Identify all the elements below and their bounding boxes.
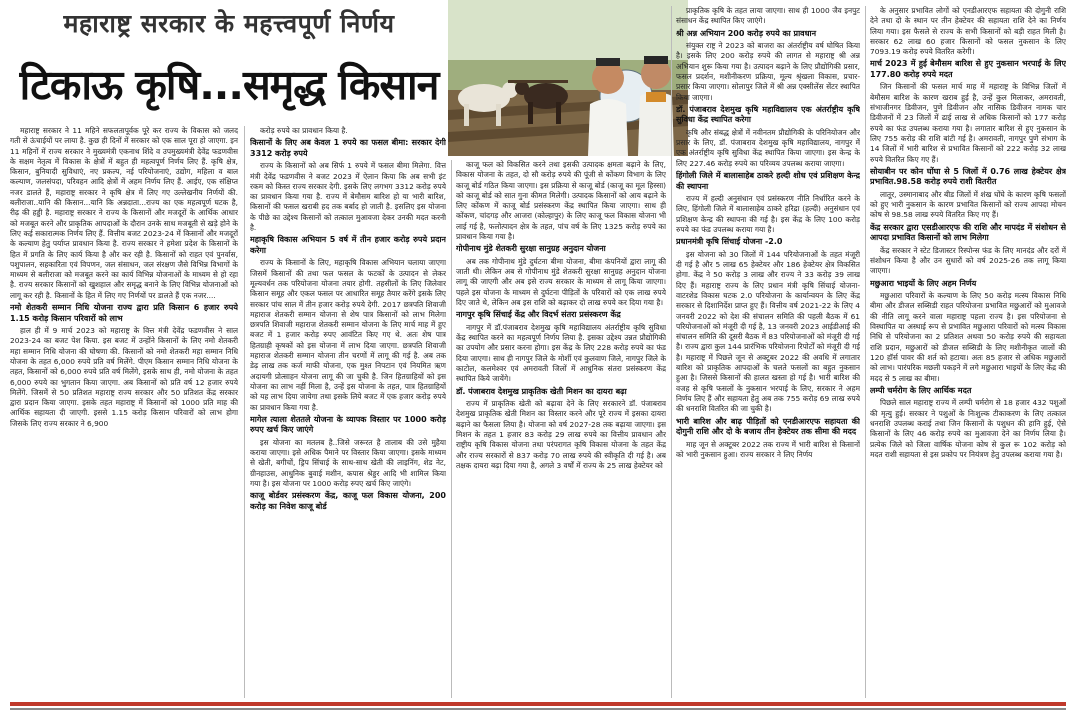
column-divider (865, 6, 866, 698)
paragraph: पिछले साल महाराष्ट्र राज्य में लम्पी चर्मरोग से 18 हजार 432 पशुओं की मृत्यु हुई। सरकार ने पशुओं के निःशुल्क टीकाकरण के लिए तत्काल धनराशि उपलब्ध कराई तथा जिन किसानों के पशुधन की हानि हुई, ऐसे किसानों के लिए 46 करोड़ रुपये का मुआवजा देने का निर्णय लिया है। प्रत्येक जिले को जिला वार्षिक योजना कोष से कुल रू 102 करोड़ को मदत राशी सहायता से इस प्रकोप पर नियंत्रण हेतु उपलब्ध कराया गया है। (870, 398, 1066, 459)
paragraph: माह जून से अक्टूबर 2022 तक राज्य में भारी बारिश से किसानों को भारी नुकसान हुआ। राज्य सरकार ने लिए निर्णय (676, 439, 860, 459)
section-heading: डॉ. पंजाबराव देशमुख प्राकृतिक खेती मिशन का दायरा बढ़ा (456, 386, 627, 396)
paragraph: करोड़ रुपये का प्रावधान किया है. (260, 126, 348, 135)
bottom-rule (10, 702, 1066, 706)
section-heading: सोयाबीन पर कोन घोंघा से 5 जिलों में 0.76 लाख हेक्टेयर क्षेत्र प्रभावित.98.58 करोड़ रुपये राशी वितरीत (870, 166, 1066, 187)
section-heading: नागपुर कृषि सिंचाई केंद्र और विदर्भ संतरा प्रसंस्करण केंद्र (456, 310, 621, 320)
farmers-bullock-photo-icon (448, 0, 688, 156)
paragraph: नागपुर में डॉ.पंजाबराव देशमुख कृषि महाविद्यालय अंतर्राष्ट्रीय कृषि सुविधा केंद्र स्थापित करने का महत्वपूर्ण निर्णय लिया है. इसका उद्देश्य उन्नत प्रौद्योगिकी का उपयोग और प्रसार करना होगा। इस केंद्र के लिए 228 करोड़ रुपये का फंड दिया जाएगा। साथ ही नागपुर जिले के मोर्शी एवं कुलवाण जिले, नागपुर जिले के काटोल, कलमेश्वर एवं अमरावती जिलों में आधुनिक संतरा प्रसंस्करण केंद्र स्थापित किये जायेंगे। (456, 322, 666, 384)
section-heading: मागेल त्याला शेततले योजना के व्यापक विस्तार पर 1000 करोड़ रुपए खर्च किए जाएंगे (250, 414, 446, 435)
column-divider (451, 160, 452, 698)
section-heading: डॉ. पंजाबराव देशमुख कृषि महाविद्यालय एक अंतर्राष्ट्रीय कृषि सुविधा केंद्र स्थापित करेगा (676, 104, 860, 125)
paragraph: महाराष्ट्र सरकार ने 11 महिने सफलतापूर्वक पूरे कर राज्य के विकास को जलद गती से ऊंचाईयों पर लाया है. कुछ ही दिनों में सरकार को एक साल पूरा हो जाएगा. इन 11 महिनों में राज्य सरकार ने मुख्यमंत्री एकनाथ शिंदे व उपमुख्यमंत्री देवेंद्र फडणवीस के सक्षम नेतृत्व में विकास के क्षेत्रों में बहुत ही महत्वपूर्ण निर्णय लिए हैं. कृषि क्षेत्र, किसान, बुनियादी सुविधाएं, नए प्रकल्प, नई परियोजनाएं, उद्योग, महिला व बाल कल्याण, जलसंपदा, परिवहन आदि क्षेत्रों में अहम निर्णय लिए हैं. आईए, एक संक्षिप्त नजर डालते हैं, महाराष्ट्र सरकार ने कृषि क्षेत्र में लिए गए उल्लेखनीय निर्णयों की. बलीराजा..यानि की किसान...यानि कि अन्नदाता...राज्य का एक महत्वपूर्ण घटक है, रीढ़ की हड्डी है. महाराष्ट्र सरकार ने राज्य के किसानों और मजदूरों के आर्थिक आधार को मजबूत करने और प्राकृतिक आपदाओं के दौरान उनके साथ मजबूती से खड़े होने के लिए कई सकारात्मक निर्णय लिए हैं. वित्तीय बजट 2023-24 में किसानों और मजदूरों के कल्याण हेतु पर्याप्त प्रावधान किया है. राज्य सरकार ने हमेशा प्रदेश के किसानों के हित में प्रगति के लिए कार्य किया है और कर रही है. किसानों को राहत एवं पुनर्वास, पशुपालन, सहकारिता एवं विपणन, जल संसाधन, जल संरक्षण जैसे विभिन्न विभागों के माध्यम से बलीराजा को मजबूत करने का कार्य विभिन्न योजनाओं के माध्यम से हो रहा है. राज्य सरकार किसानों को खुशहाल और समृद्ध बनाने के लिए विभिन्न योजनाओं को लागू कर रही है. किसानों के हित में लिए गए निर्णयों पर डालते हैं एक नजर.... (10, 126, 238, 300)
paragraph: राज्य के किसानों को अब सिर्फ 1 रुपये में फसल बीमा मिलेगा. वित्त मंत्री देवेंद्र फडणवीस ने बजट 2023 में ऐलान किया कि अब सभी इंट रकम को किस्त राज्य सरकार देगी. इसके लिए लगभग 3312 करोड़ रुपये का प्रावधान किया गया है. राज्य में बेमौसम बारिश हो या भारी बारिश, किसानों की फसल खराबी हद तक बर्बाद हो जाती है. इसलिए इस योजना के पीछे का उद्देश्य किसानों को तत्काल मुआवजा देकर उनकी मदत करनी है. (250, 161, 446, 233)
section-heading: हिंगोली जिले में बालासाहेब ठाकरे हल्दी शोध एवं प्रशिक्षण केन्द्र की स्थापना (676, 171, 860, 191)
article-column-1 (10, 126, 238, 698)
section-heading: काजू बोर्डवर प्रसंस्करण केंद्र, काजू फल विकास योजना, 200 करोड़ का निवेश काजू बोर्ड (250, 491, 446, 511)
paragraph: के अनुसार प्रभावित लोगों को एनडीआरएफ सहायता की दोगुनी राशि देने तथा दो के स्थान पर तीन हेक्टेयर की सहायता राशि देने का निर्णय लिया गया। इस फैसले से राज्य के सभी किसानों को बड़ी राहत मिली है। सरकार 62 लाख 60 हजार किसानों को फसल नुकसान के लिए 7093.19 करोड़ रुपये वितरित करेगी। (870, 6, 1066, 57)
paragraph: राज्य में प्राकृतिक खेती को बढ़ावा देने के लिए सरकारने डॉ. पंजाबराव देशमुख प्राकृतिक खेती मिशन का विस्तार करने और पूरे राज्य में इसका दायरा बढ़ाने का फैसला लिया है। योजना को वर्ष 2027-28 तक बढ़ाया जाएगा। इस मिशन के तहत 1 हजार 83 करोड़ 29 लाख रुपये का वित्तीय प्रावधान और राष्ट्रीय कृषि विकास योजना तथा परंपरागत कृषि विकास योजना के तहत केंद्र और राज्य सरकारों से 837 करोड़ 70 लाख रुपये की स्वीकृति दी गई है। अब तक्षक दायरा बढ़ा दिया गया है, अगले 3 वर्षों में राज्य के 25 लाख हेक्टेयर को (456, 399, 666, 470)
section-heading: श्री अन्न अभियान 200 करोड़ रुपये का प्रावधान (676, 28, 817, 38)
paragraph: काजू फल को विकसित करने तथा इसकी उत्पादक क्षमता बढ़ाने के लिए, विकास योजना के तहत, दो सौ करोड़ रुपये की पूंजी से कोंकण विभाग के लिए काजू बोर्ड गठित किया जाएगा। इस प्रक्रिया से काजू बोर्ड (काजू का मूल हिस्सा) को काजू बोर्ड को सात गुना कीमत मिलेगी। उत्पादक किसानों को आय बढ़ाने के लिए कोंकण में काजू बोर्ड प्रसंस्करण केंद्र स्थापित किया जाएगा। साथ ही कोंकण, चांदगड़ और आजरा (कोल्हापुर) के लिए काजू फल विकास योजना भी लाई गई है, फलोत्पादन क्षेत्र के तहत, पांच वर्ष के लिए 1325 करोड़ रुपये का प्रावधान किया गया है। (456, 160, 666, 242)
farmers-photo (448, 0, 688, 156)
column-divider (244, 126, 245, 698)
paragraph: राज्य के किसानों के लिए, महाकृषि विकास अभियान चलाया जाएगा जिसमें किसानों की तथा फल फसल के फटकों के उत्पादन से लेकर मूल्यवर्धन तक परियोजना योजना तयार होगी. तहसीलों के लिए जिलेवार किसान समूह और एकल फसल पर आधारित समूह तैयार करेंगे इसके लिए सरकार पांच साल में तीन हजार करोड़ रुपये देगी. 2017 छत्रपति शिवाजी महाराज शेतकरी सम्मान योजना से शेष पात्र किसानों को लाभ मिलेगा छत्रपति शिवाजी महाराज शेतकरी सम्मान योजना के लिए मार्च माह में हुए बजट में 1 हजार करोड़ रुपए आवंटित किए गए थे. अतः शेष पात्र हितग्राही कृषकों को इस योजना में लाभ दिया जाएगा. छत्रपति शिवाजी महाराज शेतकरी सम्मान योजना तीन चरणों में लागू की गई है. अब तक डेढ़ लाख तक कर्ज माफी योजना, एक मुश्त निपटान एवं नियमित ऋण अदायगी प्रोत्साहन योजना लागू की जा चुकी है. जिन हितग्राहियों को इस योजना का लाभ नहीं मिला है, उन्हें इस योजना के तहत, पात्र हितग्राहियों को यह लाभ दिया जायेगा तथा इसके लिये बजट में एक हजार करोड़ रुपये का प्रावधान किया गया है. (250, 258, 446, 412)
main-headline: टिकाऊ कृषि...समृद्ध किसान (19, 61, 439, 109)
section-heading: किसानों के लिए अब केवल 1 रुपये का फसल बीमा: सरकार देगी 3312 करोड़ रुपये (250, 138, 446, 158)
article-column-3 (456, 160, 666, 698)
paragraph: कृषि और संबद्ध क्षेत्रों में नवीनतम प्रौद्योगिकी के परिनियोजन और प्रसार के लिए, डॉ. पंजाबराव देशमुख कृषि महाविद्यालय, नागपुर में एक अंतर्राष्ट्रीय कृषि सुविधा केंद्र स्थापित किया जाएगा। इस केन्द्र के लिए 227.46 करोड़ रुपये का परिव्यय उपलब्ध कराया जाएगा। (676, 127, 860, 168)
paragraph: जिन किसानों की फसल मार्च माह में महाराष्ट्र के विभिन्न जिलों में बेमौसम बारिश के कारण खराब हुई है, उन्हें कुल मिलाकर, अमरावती, संभाजीनगर डिवीजन, पुणे डिवीजन और नासिक डिवीजन नामक चार डिवीजनों में 23 जिलों में ढाई लाख से अधिक किसानों को 177 करोड़ रुपये का फंड उपलब्ध कराया गया है। लगातार बारिश से हुए नुकसान के लिए 755 करोड़ की राशि बांटी गई है। अमरावती, नागपुर पुणे संभाग के 14 जिलों में भारी बारिश से प्रभावित किसानों को 222 करोड़ 32 लाख रुपये वितरित किए गए हैं। (870, 82, 1066, 164)
article-column-2 (250, 126, 446, 698)
section-heading: नमो शेतकरी सम्मान निधि योजना राज्य द्वारा प्रति किसान 6 हजार रुपये 1.15 करोड़ किसान परिवारों को लाभ (10, 303, 238, 323)
paragraph: प्राकृतिक कृषि के तहत लाया जाएगा। साथ ही 1000 जैव इनपुट संसाधन केंद्र स्थापित किए जाएंगे। (676, 6, 860, 26)
section-heading: गोपीनाथ मुंडे शेतकरी सुरक्षा सानुग्रह अनुदान योजना (456, 244, 606, 254)
paragraph: केंद्र सरकार ने स्टेट डिजास्टर रिस्पोन्स फंड के लिए मानदंड और दरों में संशोधन किया है और उन सुधारों को वर्ष 2025-26 तक लागू किया जाएगा। (870, 245, 1066, 276)
section-heading: महाकृषि विकास अभियान 5 वर्ष में तीन हजार करोड़ रुपये प्रदान करेगा (250, 235, 446, 255)
section-heading: मार्च 2023 में हुई बेमौसम बारिश से हुए नुकसान भरपाई के लिए 177.80 करोड़ रुपये मदत (870, 59, 1066, 79)
article-column-4 (676, 6, 860, 698)
section-heading: केंद्र सरकार द्वारा एसडीआरएफ की राशि और मापदंड में संशोधन से आपदा प्रभावित किसानों को लाभ मिलेगा (870, 222, 1066, 243)
section-heading: प्रधानमंत्री कृषि सिंचाई योजना -2.0 (676, 237, 783, 247)
section-heading: भारी बारिश और बाढ़ पीड़ितों को एनडीआरएफ सहायता की दोगुनी राशि और दो के बजाय तीन हेक्टेयर तक सीमा की मदद (676, 416, 860, 436)
paragraph: राज्य में हल्दी अनुसंधान एवं प्रसंस्करण नीति निर्धारित करने के लिए, हिंगोली जिले में बालासाहेब ठाकरे हरिद्रा (हल्दी) अनुसंधान एवं प्रशिक्षण केन्द्र की स्थापना की गई है। इस केंद्र के लिए 100 करोड़ रुपये का फंड उपलब्ध कराया गया है। (676, 194, 860, 234)
article-column-5 (870, 6, 1066, 698)
paragraph: इस योजना का मतलब है..जिसे जरूरत है तालाब की उसे मुहैया कराया जाएगा। इसे अधिक पैमाने पर विस्तार किया जाएगा। इसके माध्यम से खेती, बगीचों, ड्रिप सिंचाई के साथ-साथ खेती की लाइनिंग, शेड नेट, ग्रीनहाउस, आधुनिक बुवाई मशीन, कपास श्रेड्डर आदि भी शामिल किया गया है। इस योजना पर 1000 करोड़ रुपए खर्च किए जाएंगे। (250, 437, 446, 489)
paragraph: संयुक्त राष्ट्र ने 2023 को बाजरा का अंतर्राष्ट्रीय वर्ष घोषित किया है। इसके लिए 200 करोड़ रुपये की लागत से महाराष्ट्र श्री अन्न अभियान शुरू किया गया है। उत्पादन बढ़ाने के लिए प्रौद्योगिकी प्रसार, फसल प्रदर्शन, मशीनीकरण प्रक्रिया, मूल्य श्रृंखला विकास, प्रचार-प्रसार किया जाएगा। सोलापुर जिले में श्री अन्न एक्सीलेंस सेंटर स्थापित किया जाएगा। (676, 41, 860, 102)
paragraph: अब तक गोपीनाथ मुंडे दुर्घटना बीमा योजना, बीमा कंपनियों द्वारा लागू की जाती थी। लेकिन अब से गोपीनाथ मुंडे शेतकरी सुरक्षा सानुग्रह अनुदान योजना लागू की जाएगी और अब इसे राज्य सरकार के माध्यम से लागू किया जाएगा। पहले इस योजना के माध्यम से दुर्घटना पीड़ितों के परिवारों को एक लाख रुपये दिए जाते थे, लेकिन अब इस राशि को बढ़ाकर दो लाख रुपये कर दिया गया है। (456, 256, 666, 308)
kicker-heading: महाराष्ट्र सरकार के महत्त्वपूर्ण निर्णय (63, 9, 395, 38)
paragraph: हाल ही में 9 मार्च 2023 को महाराष्ट्र के वित्त मंत्री देवेंद्र फडणवीस ने साल 2023-24 का बजट पेश किया. इस बजट में उन्होंने किसानों के लिए नमो शेतकरी महा सम्मान निधि योजना की घोषणा की. किसानों को नमो शेतकरी महा सम्मान निधि योजना के तहत 6,000 रुपये प्रति वर्ष मिलेंगे. पीएम किसान सम्मान निधि योजना के तहत, किसानों को 6,000 रुपये प्रति वर्ष मिलेंगे, इसके साथ ही, नमो योजना के तहत 6,000 रुपये का भुगतान किया जाएगा. अब किसानों को प्रति वर्ष 12 हजार रुपये मिलेंगे. जिसमें से 50 प्रतिशत महाराष्ट्र राज्य सरकार और 50 प्रतिशत केंद्र सरकार द्वारा प्रदान किया जाएगा. इसके तहत महाराष्ट्र में किसानों को 1000 प्रति माह की आर्थिक सहायता दी जाएगी. इससे 1.15 करोड़ किसान परिवारों को लाभ होगा जिसके लिए राज्य सरकार ने 6,900 (10, 326, 238, 428)
paragraph: लातूर, उस्मानाबाद और बीड जिलों में शंख घोंघे के कारण कृषि फसलों को हुए भारी नुकसान के कारण प्रभावित किसानों को राज्य आपदा मोचन कोष से 98.58 लाख रुपये वितरित किए गए हैं। (870, 189, 1066, 220)
column-divider (671, 6, 672, 698)
section-heading: मछुआरा भाइयों के लिए अहम निर्णय (870, 278, 977, 288)
bottom-rule-thin (10, 708, 1066, 710)
paragraph: इस योजना को 30 जिलों में 144 परियोजनाओं के तहत मंजूरी दी गई है और 5 लाख 65 हेक्टेयर और 186 हेक्टेयर क्षेत्र विकसित होगा. केंद्र ने 50 करोड़ 3 लाख और राज्य ने 33 करोड़ 39 लाख दिए हैं। महाराष्ट्र राज्य के लिए प्रधान मंत्री कृषि सिंचाई योजना-वाटरशेड विकास घटक 2.0 परियोजना के कार्यान्वयन के लिए केंद्र सरकार से दिशानिर्देश प्राप्त हुए हैं। वित्तीय वर्ष 2021-22 के लिए 4 जनवरी 2022 को देश की संचालन समिति की पहली बैठक में 61 परियोजनाओं को मंजूरी दी गई है, 13 जनवरी 2023 आईडीआई की संचालन समिति की दूसरी बैठक में 83 परियोजनाओं को मंजूरी दी गई है। राज्य द्वारा कुल 144 प्रारंभिक परियोजना रिपोर्टों को मंजूरी दी गई है। महाराष्ट्र में पिछले जून से अक्टूबर 2022 की अवधि में लगातार बारिश को प्राकृतिक आपदाओं के चलते फसलों का बहुत नुकसान हुआ है। जिससे किसानों की हालत खस्ता हो गई है। भारी बारिश की वजह से कृषि फसलों के नुकसान भरपाई के लिए, सरकार ने अहम निर्णय लिए हैं और सहायता हेतु अब तक 755 करोड़ 69 लाख रुपये की धनराशि वितरित की जा चुकी है। (676, 249, 860, 414)
section-heading: लम्पी चर्मरोग के लिए आर्थिक मदत (870, 385, 972, 395)
paragraph: मछुआरा परिवारों के कल्याण के लिए 50 करोड़ मत्स्य विकास निधि बीमा और डीजल सब्सिडी राहत परियोजना प्रभावित मछुआरों को मुआवजे की नीति लागू करने वाला महाराष्ट्र पहला राज्य है। इस परियोजना से विस्थापित या अस्थाई रूप से प्रभावित मछुआरा परिवारों को मत्स्य विकास निधि से परियोजना का 2 प्रतिशत अथवा 50 करोड़ रुपये की सहायता राशि प्रदान, मछुआरों को डीजल सब्सिडी के लिए मशीनीकृत जालों की 120 हॉर्स पावर की शर्त को हटाया। अतः 85 हजार से अधिक मछुआरों को लाभ। पारंपरिक मछली पकड़ने में लगे मछुआरा भाइयों के लिए केंद्र की मदद से 5 लाख का बीमा। (870, 291, 1066, 383)
